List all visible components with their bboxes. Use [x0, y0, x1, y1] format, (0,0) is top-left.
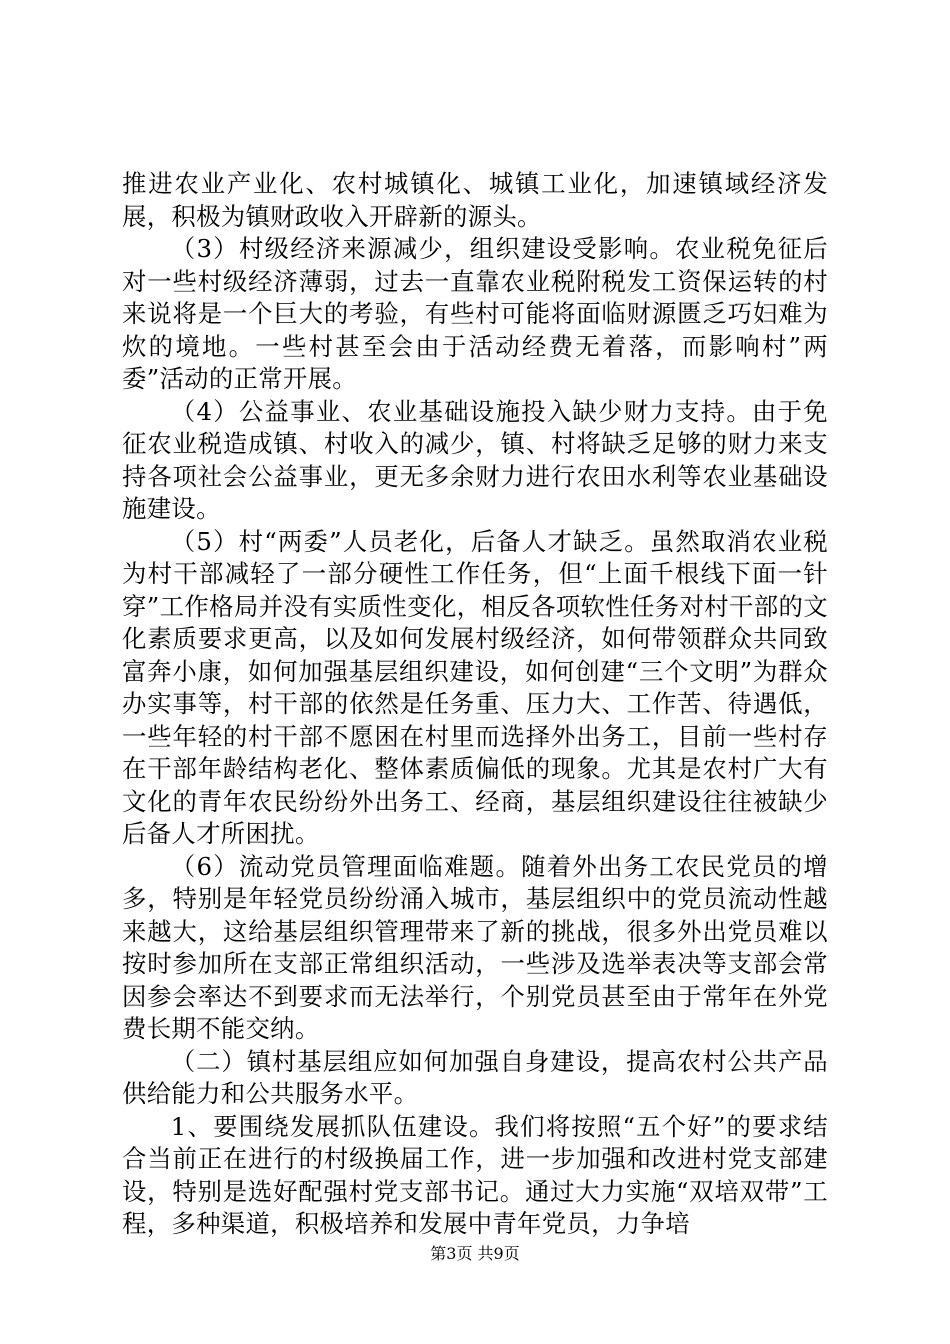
paragraph-1: 推进农业产业化、农村城镇化、城镇工业化，加速镇域经济发展，积极为镇财政收入开辟新的源头。	[122, 169, 828, 231]
paragraph-2: （3）村级经济来源减少，组织建设受影响。农业税免征后对一些村级经济薄弱，过去一直靠农业税附税发工资保运转的村来说将是一个巨大的考验，有些村可能将面临财源匮乏巧妇难为炊的境地。一些村甚至会由于活动经费无着落，而影响村”两委”活动的正常开展。	[122, 234, 828, 393]
paragraph-4: （5）村“两委”人员老化，后备人才缺乏。虽然取消农业税为村干部减轻了一部分硬性工作任务，但“上面千根线下面一针穿”工作格局并没有实质性变化，相反各项软性任务对村干部的文化素质要求更高，以及如何发展村级经济，如何带领群众共同致富奔小康，如何加强基层组织建设，如何创建“三个文明”为群众办实事等，村干部的依然是任务重、压力大、工作苦、待遇低，一些年轻的村干部不愿困在村里而选择外出务工，目前一些村存在干部年龄结构老化、整体素质偏低的现象。尤其是农村广大有文化的青年农民纷纷外出务工、经商，基层组织建设往往被缺少后备人才所困扰。	[122, 526, 828, 848]
paragraph-3: （4）公益事业、农业基础设施投入缺少财力支持。由于免征农业税造成镇、村收入的减少，镇、村将缺乏足够的财力来支持各项社会公益事业，更无多余财力进行农田水利等农业基础设施建设。	[122, 396, 828, 523]
paragraph-7: 1、要围绕发展抓队伍建设。我们将按照“五个好”的要求结合当前正在进行的村级换届工作，进一步加强和改进村党支部建设，特别是选好配强村党支部书记。通过大力实施“双培双带”工程，多种渠道，积极培养和发展中青年党员，力争培	[122, 1111, 828, 1238]
document-body	[122, 168, 828, 1241]
page-number-footer: 第3页 共9页	[430, 1244, 520, 1263]
paragraph-5: （6）流动党员管理面临难题。随着外出务工农民党员的增多，特别是年轻党员纷纷涌入城市，基层组织中的党员流动性越来越大，这给基层组织管理带来了新的挑战，很多外出党员难以按时参加所在支部正常组织活动，一些涉及选举表决等支部会常因参会率达不到要求而无法举行，个别党员甚至由于常年在外党费长期不能交纳。	[122, 851, 828, 1043]
paragraph-6: （二）镇村基层组应如何加强自身建设，提高农村公共产品供给能力和公共服务水平。	[122, 1046, 828, 1108]
